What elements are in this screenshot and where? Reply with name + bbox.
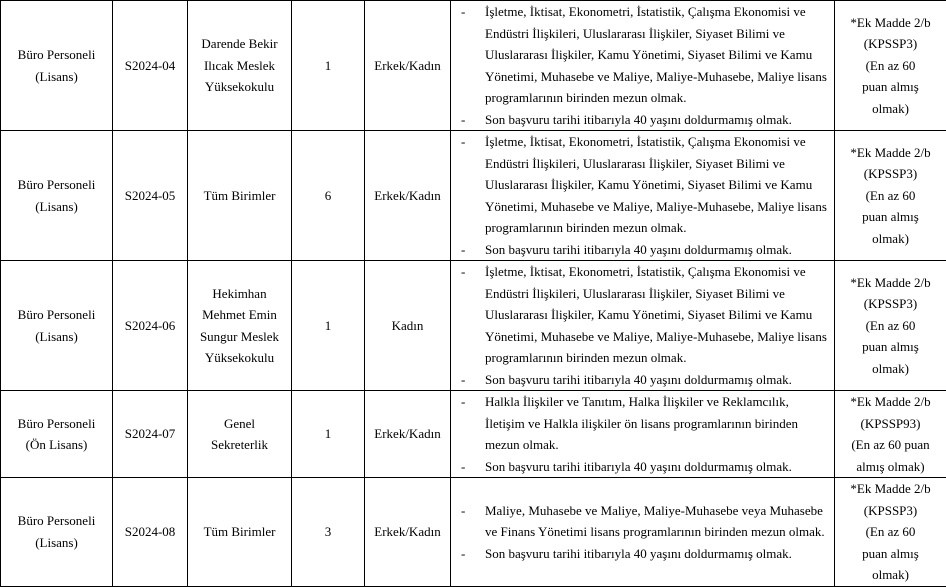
gender-value: Erkek/Kadın [374,524,440,539]
cell-line: *Ek Madde 2/b [838,142,943,164]
requirement-text: Maliye, Muhasebe ve Maliye, Maliye-Muhasebe veya Muhasebe ve Finans Yönetimi lisans programlarının birinden mezun olmak. [485,503,825,540]
position-code: S2024-04 [125,58,176,73]
cell-line: *Ek Madde 2/b [838,272,943,294]
gender-value: Erkek/Kadın [374,426,440,441]
position-code: S2024-07 [125,426,176,441]
cell-line: *Ek Madde 2/b [838,478,943,500]
dash-marker: - [461,543,465,565]
cell-line: (KPSSP3) [838,33,943,55]
dash-marker: - [461,131,465,153]
cell-line: olmak) [838,228,943,250]
cell-line: Tüm Birimler [191,185,288,207]
cell-line: puan almış [838,206,943,228]
table-row [1,478,946,587]
requirement-item [463,456,828,478]
position-cell [1,1,113,131]
cell-line: (Lisans) [4,66,109,88]
code-cell [113,478,188,587]
cell-line: (En az 60 [838,55,943,77]
requirements-cell [451,391,835,478]
cell-line: puan almış [838,543,943,565]
requirement-item [463,131,828,239]
cell-line: (En az 60 [838,521,943,543]
cell-line: Yüksekokulu [191,76,288,98]
cell-line: Darende Bekir [191,33,288,55]
cell-line: Sungur Meslek [191,326,288,348]
requirement-item [463,109,828,131]
position-count: 3 [325,524,332,539]
cell-line: (En az 60 [838,315,943,337]
position-count: 1 [325,426,332,441]
cell-line: olmak) [838,98,943,120]
requirement-item [463,369,828,391]
requirement-text: Son başvuru tarihi itibarıyla 40 yaşını doldurmamış olmak. [485,459,792,474]
requirement-item [463,239,828,261]
cell-line: Mehmet Emin [191,304,288,326]
condition-cell [835,478,946,587]
table-row [1,261,946,391]
gender-cell [365,1,451,131]
position-cell [1,261,113,391]
requirement-text: Halkla İlişkiler ve Tanıtım, Halka İlişkiler ve Reklamcılık, İletişim ve Halkla ilişkiler ön lisans programlarının birinden mezun olmak. [485,394,798,452]
requirements-cell [451,478,835,587]
dash-marker: - [461,500,465,522]
table-row [1,131,946,261]
position-cell [1,391,113,478]
cell-line: *Ek Madde 2/b [838,391,943,413]
gender-cell [365,478,451,587]
gender-cell [365,261,451,391]
code-cell [113,1,188,131]
cell-line: Yüksekokulu [191,347,288,369]
cell-line: almış olmak) [838,456,943,478]
cell-line: (KPSSP3) [838,500,943,522]
cell-line: Büro Personeli [4,413,109,435]
condition-cell [835,131,946,261]
dash-marker: - [461,369,465,391]
cell-line: Hekimhan [191,283,288,305]
cell-line: Tüm Birimler [191,521,288,543]
code-cell [113,261,188,391]
dash-marker: - [461,391,465,413]
cell-line: (KPSSP93) [838,413,943,435]
table-row [1,1,946,131]
count-cell [292,391,365,478]
cell-line: (KPSSP3) [838,163,943,185]
cell-line: Büro Personeli [4,44,109,66]
code-cell [113,391,188,478]
cell-line: (Lisans) [4,196,109,218]
cell-line: (Lisans) [4,326,109,348]
cell-line: (En az 60 [838,185,943,207]
position-count: 6 [325,188,332,203]
position-cell [1,478,113,587]
condition-cell [835,391,946,478]
cell-line: olmak) [838,358,943,380]
unit-cell [188,391,292,478]
unit-cell [188,131,292,261]
cell-line: Sekreterlik [191,434,288,456]
requirements-cell [451,131,835,261]
gender-value: Kadın [392,318,424,333]
requirement-text: Son başvuru tarihi itibarıyla 40 yaşını doldurmamış olmak. [485,546,792,561]
requirements-cell [451,1,835,131]
position-code: S2024-05 [125,188,176,203]
cell-line: (Lisans) [4,532,109,554]
dash-marker: - [461,1,465,23]
condition-cell [835,261,946,391]
cell-line: puan almış [838,76,943,98]
cell-line: Genel [191,413,288,435]
gender-value: Erkek/Kadın [374,58,440,73]
requirement-text: Son başvuru tarihi itibarıyla 40 yaşını doldurmamış olmak. [485,372,792,387]
cell-line: (Ön Lisans) [4,434,109,456]
gender-value: Erkek/Kadın [374,188,440,203]
unit-cell [188,478,292,587]
cell-line: Büro Personeli [4,304,109,326]
requirements-cell [451,261,835,391]
cell-line: Büro Personeli [4,174,109,196]
requirement-item [463,543,828,565]
count-cell [292,478,365,587]
count-cell [292,261,365,391]
unit-cell [188,261,292,391]
requirement-text: Son başvuru tarihi itibarıyla 40 yaşını doldurmamış olmak. [485,242,792,257]
dash-marker: - [461,109,465,131]
requirement-text: İşletme, İktisat, Ekonometri, İstatistik, Çalışma Ekonomisi ve Endüstri İlişkileri, Uluslararası İlişkiler, Siyaset Bilimi ve Uluslararası İlişkiler, Kamu Yönetimi, Siyaset Bilimi ve Kamu Yönetimi, Muhasebe ve Maliye, Maliye-Muhasebe, Maliye lisans programlarının birinden mezun olmak. [485,264,827,365]
unit-cell [188,1,292,131]
cell-line: olmak) [838,564,943,586]
dash-marker: - [461,456,465,478]
dash-marker: - [461,261,465,283]
table-row [1,391,946,478]
requirement-item [463,500,828,543]
gender-cell [365,391,451,478]
cell-line: puan almış [838,336,943,358]
gender-cell [365,131,451,261]
cell-line: *Ek Madde 2/b [838,12,943,34]
position-code: S2024-06 [125,318,176,333]
requirement-item [463,1,828,109]
position-cell [1,131,113,261]
code-cell [113,131,188,261]
count-cell [292,131,365,261]
requirement-item [463,261,828,369]
dash-marker: - [461,239,465,261]
position-code: S2024-08 [125,524,176,539]
position-count: 1 [325,318,332,333]
cell-line: (En az 60 puan [838,434,943,456]
cell-line: Ilıcak Meslek [191,55,288,77]
cell-line: Büro Personeli [4,510,109,532]
requirement-text: Son başvuru tarihi itibarıyla 40 yaşını doldurmamış olmak. [485,112,792,127]
position-count: 1 [325,58,332,73]
requirement-text: İşletme, İktisat, Ekonometri, İstatistik, Çalışma Ekonomisi ve Endüstri İlişkileri, Uluslararası İlişkiler, Siyaset Bilimi ve Uluslararası İlişkiler, Kamu Yönetimi, Siyaset Bilimi ve Kamu Yönetimi, Muhasebe ve Maliye, Maliye-Muhasebe, Maliye lisans programlarının birinden mezun olmak. [485,134,827,235]
requirement-text: İşletme, İktisat, Ekonometri, İstatistik, Çalışma Ekonomisi ve Endüstri İlişkileri, Uluslararası İlişkiler, Siyaset Bilimi ve Uluslararası İlişkiler, Kamu Yönetimi, Siyaset Bilimi ve Kamu Yönetimi, Muhasebe ve Maliye, Maliye-Muhasebe, Maliye lisans programlarının birinden mezun olmak. [485,4,827,105]
count-cell [292,1,365,131]
cell-line: (KPSSP3) [838,293,943,315]
condition-cell [835,1,946,131]
requirement-item [463,391,828,456]
